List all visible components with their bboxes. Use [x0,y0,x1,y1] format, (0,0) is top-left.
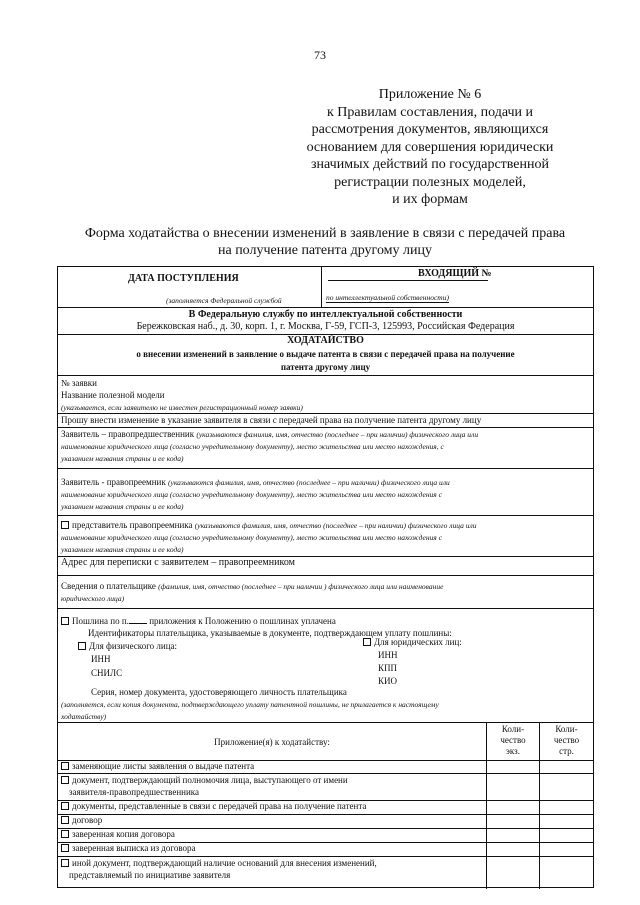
successor-note: (указываются фамилия, имя, отчество (последнее – при наличии) физического лица или [168,478,450,487]
attachment-row [61,843,196,853]
filled-note-right: по интеллектуальной собственности) [326,293,449,302]
attachment-row [61,761,254,771]
attachment-row [61,829,175,839]
attachment-checkbox[interactable] [61,802,69,810]
appendix-line: и их формам [392,192,468,207]
legal-kpp-label: КПП [378,663,398,673]
representative-label: представитель правопреемника [72,520,193,530]
attachment-label: представляемый по инициативе заявителя [69,870,231,880]
petition-subtitle: патента другому лицу [280,362,371,372]
payer-note: (фамилия, имя, отчество (последнее – при наличии ) физического лица или наименование [158,582,444,591]
representative-note: указанием названия страны и ее кода) [61,545,184,554]
attachment-checkbox[interactable] [61,830,69,838]
appendix-line: значимых действий по государственной [311,157,549,172]
attachment-row [61,815,102,825]
application-number-label: № заявки [61,378,97,388]
copies-header-line: чество [500,735,526,745]
fee-clause-field[interactable] [129,623,147,624]
predecessor-block [61,429,478,439]
representative-checkbox[interactable] [61,521,69,529]
incoming-number-field[interactable] [328,280,488,281]
attachment-checkbox[interactable] [61,844,69,852]
attachments-header: Приложение(я) к ходатайству: [214,737,330,747]
date-received-label: ДАТА ПОСТУПЛЕНИЯ [128,273,239,284]
form-title-line: Форма ходатайства о внесении изменений в заявление в связи с передачей права [84,226,566,241]
id-series-note: ходатайству) [61,712,107,721]
attachment-label: договор [72,815,103,825]
attachment-checkbox[interactable] [61,816,69,824]
attachment-label: заверенная выписка из договора [72,843,196,853]
predecessor-note: указанием названия страны и ее кода) [61,454,184,463]
attachment-row [61,857,377,881]
legal-block [363,637,462,647]
form-title [60,225,590,259]
individual-checkbox[interactable] [78,642,86,650]
page-number: 73 [314,48,326,62]
fee-line [61,616,336,626]
petition-title: ХОДАТАЙСТВО [287,335,364,346]
pages-column-header [540,724,593,757]
incoming-number-label: ВХОДЯЩИЙ № [418,268,492,279]
request-line: Прошу внести изменение в указание заявителя в связи с передачей права на получение патента другому лицу [61,415,482,425]
legal-entity-checkbox[interactable] [363,638,371,646]
individual-inn-label: ИНН [91,654,111,664]
attachment-checkbox[interactable] [61,776,69,784]
individual-label: Для физического лица: [89,641,178,651]
filled-note-left: (заполняется Федеральной службой [166,296,282,305]
payer-block [61,581,443,591]
appendix-line: регистрации полезных моделей, [334,174,526,190]
legal-label: Для юридических лиц: [374,637,462,647]
attachment-label: заменяющие листы заявления о выдаче патента [72,761,255,771]
id-series-note: (заполняется, если копия документа, подтверждающего уплату патентной пошлины, не прилагается к настоящему [61,700,439,709]
attachment-label: заверенная копия договора [72,829,175,839]
petition-subtitle: о внесении изменений в заявление о выдаче патента в связи с передачей права на получение [136,349,515,359]
appendix-line: Приложение № 6 [378,87,482,102]
address-street: Бережковская наб., д. 30, корп. 1, г. Москва, Г-59, ГСП-3, 125993, Российская Федерация [136,321,515,332]
fee-label: Пошлина по п. [72,616,129,626]
utility-model-name-note: (указывается, если заявителю не известен регистрационный номер заявки) [61,403,303,412]
successor-block [61,477,450,487]
petition-form [57,266,594,888]
copies-column-header [487,724,539,757]
fee-paid-checkbox[interactable] [61,617,69,625]
attachment-checkbox[interactable] [61,859,69,867]
attachment-checkbox[interactable] [61,762,69,770]
attachment-label: заявителя-правопредшественника [69,787,200,797]
representative-block [61,520,477,530]
representative-note: (указываются фамилия, имя, отчество (последнее – при наличии) физического лица или [194,521,477,530]
appendix-line: основанием для совершения юридически [306,139,554,155]
individual-block [78,641,177,651]
utility-model-name-label: Название полезной модели [61,390,165,400]
form-title-line: на получение патента другому лицу [217,243,433,258]
fee-label: приложения к Положению о пошлинах уплачена [149,616,336,626]
pages-header-line: чество [553,735,580,745]
attachment-row [61,774,348,798]
address-to: В Федеральную службу по интеллектуальной собственности [188,309,463,320]
representative-note: наименование юридического лица (согласно учредительному документу), место жительства или место нахождения с [61,533,443,542]
id-series-label: Серия, номер документа, удостоверяющего личность плательщика [91,687,347,697]
successor-note: указанием названия страны и ее кода) [61,502,184,511]
copies-header-line: Коли- [501,724,525,734]
pages-header-line: Коли- [555,724,578,734]
payer-label: Сведения о плательщике [61,581,156,591]
attachment-label: документы, представленные в связи с передачей права на получение патента [72,801,367,811]
successor-label: Заявитель - правопреемник [61,477,166,487]
successor-note: наименование юридического лица (согласно учредительному документу), место жительства или место нахождения с [61,490,443,499]
attachment-label: документ, подтверждающий полномочия лица, выступающего от имени [72,775,348,785]
appendix-heading [300,86,560,209]
attachment-label: иной документ, подтверждающий наличие оснований для внесения изменений, [72,858,377,868]
legal-inn-label: ИНН [378,650,398,660]
copies-header-line: экз. [506,746,520,756]
payer-note: юридического лица) [61,594,125,603]
appendix-line: к Правилам составления, подачи и [326,104,533,120]
legal-kio-label: КИО [378,676,398,686]
pages-header-line: стр. [559,746,574,756]
predecessor-label: Заявитель – правопредшественник [61,429,195,439]
individual-snils-label: СНИЛС [91,668,123,678]
predecessor-note: (указываются фамилия, имя, отчество (последнее – при наличии) физического лица или [196,430,479,439]
correspondence-address-label: Адрес для переписки с заявителем – правопреемником [61,557,295,568]
appendix-line: рассмотрения документов, являющихся [311,122,549,137]
attachment-row [61,801,366,811]
predecessor-note: наименование юридического лица (согласно учредительному документу), место жительства или место нахождения, с [61,442,444,451]
payer-identifiers-label: Идентификаторы плательщика, указываемые в документе, подтверждающем уплату пошлины: [88,628,452,638]
